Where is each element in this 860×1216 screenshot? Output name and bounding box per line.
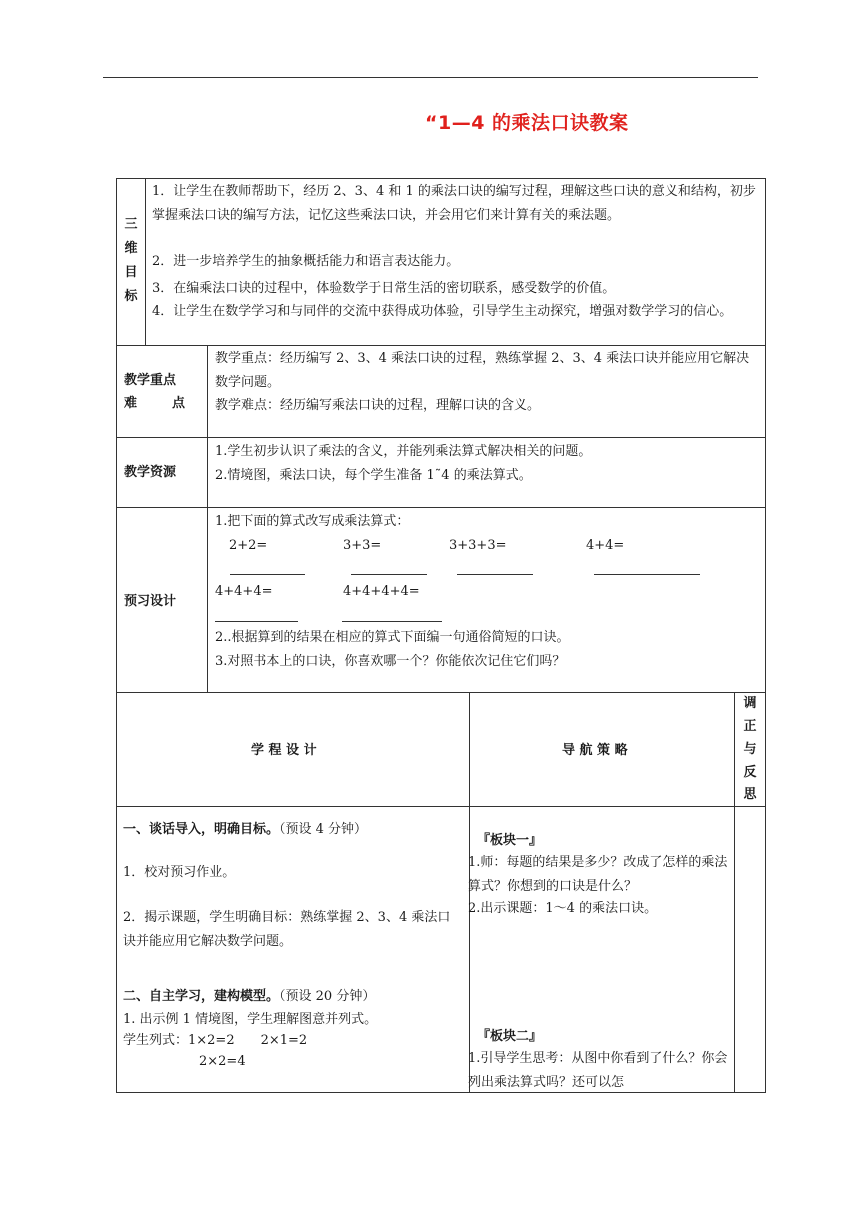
goals-label-char: 目 <box>124 265 138 280</box>
goal-item-4: 4．让学生在数学学习和与同伴的交流中获得成功体验，引导学生主动探究，增强对数学学习的信心。 <box>152 304 733 319</box>
reflection-header-char: 调 <box>743 696 757 711</box>
strategy-header: 导 航 策 略 <box>562 743 628 758</box>
row-divider <box>116 507 766 508</box>
preview-expr: 4+4+4= <box>215 584 273 599</box>
answer-blank <box>342 621 442 622</box>
section-1-heading: 一、谈话导入，明确目标。（预设 4 分钟） <box>123 822 368 837</box>
preview-intro: 1.把下面的算式改写成乘法算式： <box>215 514 410 529</box>
goals-label-char: 维 <box>124 241 138 256</box>
preview-expr: 4+4= <box>586 538 625 553</box>
section-2-item-1: 1. 出示例 1 情境图，学生理解图意并列式。 <box>123 1012 378 1027</box>
preview-expr: 2+2= <box>229 538 268 553</box>
section-2-heading: 二、自主学习，建构模型。（预设 20 分钟） <box>123 989 376 1004</box>
preview-expr: 4+4+4+4= <box>343 584 420 599</box>
answer-blank <box>230 574 305 575</box>
section-2-line-2: 学生列式：1×2=2 2×1=2 <box>123 1033 308 1048</box>
keypoints-label-line1: 教学重点 <box>124 373 177 388</box>
row-divider <box>116 692 766 693</box>
preview-expr: 3+3+3= <box>449 538 507 553</box>
keypoints-label-line2b: 点 <box>172 396 186 411</box>
reflection-header-char: 与 <box>743 742 757 757</box>
resource-item-2: 2.情境图，乘法口诀，每个学生准备 1˜4 的乘法算式。 <box>215 468 532 483</box>
answer-blank <box>594 574 700 575</box>
preview-q3: 3.对照书本上的口诀，你喜欢哪一个？你能依次记住它们吗？ <box>215 654 566 669</box>
resources-label: 教学资源 <box>124 465 177 480</box>
goal-item-3: 3．在编乘法口诀的过程中，体验数学于日常生活的密切联系，感受数学的价值。 <box>152 281 616 296</box>
document-title: “1—4 的乘法口诀教案 <box>425 112 629 134</box>
preview-expr: 3+3= <box>343 538 382 553</box>
row-divider <box>116 437 766 438</box>
header-rule <box>103 77 758 78</box>
row-divider <box>116 345 766 346</box>
col-divider <box>734 692 735 1093</box>
goal-item-2: 2．进一步培养学生的抽象概括能力和语言表达能力。 <box>152 254 460 269</box>
preview-q2: 2..根据算到的结果在相应的算式下面编一句通俗简短的口诀。 <box>215 630 570 645</box>
goals-label-char: 三 <box>124 217 138 232</box>
col-divider <box>145 178 146 345</box>
row-divider <box>116 806 766 807</box>
keypoint-main: 教学重点：经历编写 2、3、4 乘法口诀的过程，熟练掌握 2、3、4 乘法口诀并能应用它解决数学问题。 <box>215 351 750 390</box>
col-divider <box>207 345 208 692</box>
process-header: 学 程 设 计 <box>251 743 317 758</box>
reflection-header-char: 思 <box>743 787 757 802</box>
keypoint-difficulty: 教学难点：经历编写乘法口诀的过程，理解口诀的含义。 <box>215 398 541 413</box>
answer-blank <box>457 574 533 575</box>
section-1-item-2: 2．揭示课题，学生明确目标：熟练掌握 2、3、4 乘法口诀并能应用它解决数学问题。 <box>123 910 451 949</box>
preview-label: 预习设计 <box>124 594 177 609</box>
keypoints-label-line2a: 难 <box>124 396 138 411</box>
answer-blank <box>351 574 427 575</box>
block-2-title: 『板块二』 <box>477 1029 543 1044</box>
resource-item-1: 1.学生初步认识了乘法的含义，并能列乘法算式解决相关的问题。 <box>215 444 592 459</box>
block-1-item-1: 1.师：每题的结果是多少？改成了怎样的乘法算式？你想到的口诀是什么？ <box>468 855 728 894</box>
answer-blank <box>215 621 298 622</box>
goal-item-1: 1．让学生在教师帮助下，经历 2、3、4 和 1 的乘法口诀的编写过程，理解这些口诀的意义和结构，初步掌握乘法口诀的编写方法，记忆这些乘法口诀，并会用它们来计算有关的乘法题。 <box>152 184 756 223</box>
section-1-item-1: 1．校对预习作业。 <box>123 865 236 880</box>
goals-label-char: 标 <box>124 289 138 304</box>
reflection-header-char: 正 <box>743 719 757 734</box>
block-2-item-1: 1.引导学生思考：从图中你看到了什么？你会列出乘法算式吗？还可以怎 <box>468 1051 728 1090</box>
section-2-line-3: 2×2=4 <box>199 1054 246 1069</box>
reflection-header-char: 反 <box>743 765 757 780</box>
block-1-title: 『板块一』 <box>477 833 543 848</box>
block-1-item-2: 2.出示课题：1～4 的乘法口诀。 <box>468 901 658 916</box>
